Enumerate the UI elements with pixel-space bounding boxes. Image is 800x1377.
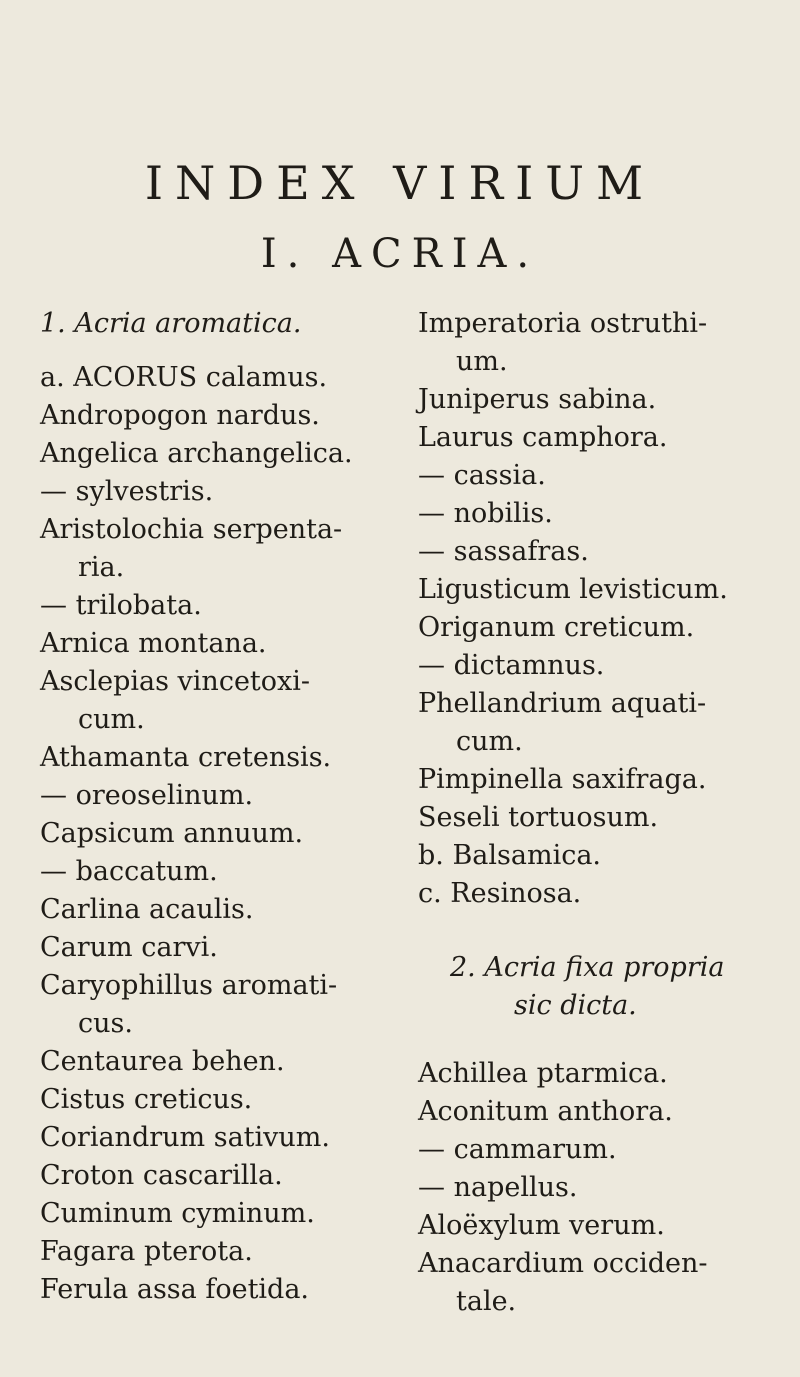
index-entry: cum. [78, 704, 145, 735]
index-entry: Seseli tortuosum. [418, 802, 659, 833]
subsection-heading-continued: sic dicta. [514, 990, 637, 1021]
index-entry: Cistus creticus. [40, 1084, 253, 1115]
index-entry: Anacardium occiden- [418, 1248, 708, 1279]
index-entry: Croton cascarilla. [40, 1160, 283, 1191]
index-entry: Carlina acaulis. [40, 894, 254, 925]
index-entry: — cassia. [418, 460, 546, 491]
index-entry: Angelica archangelica. [40, 438, 353, 469]
index-entry: — oreoselinum. [40, 780, 254, 811]
index-entry: Pimpinella saxifraga. [418, 764, 707, 795]
index-entry: Laurus camphora. [418, 422, 668, 453]
page-title: INDEX VIRIUM [144, 156, 656, 210]
right-entry-list-bottom [418, 1055, 798, 1321]
index-entry: Centaurea behen. [40, 1046, 285, 1077]
index-entry: ria. [78, 552, 125, 583]
index-entry: — baccatum. [40, 856, 218, 887]
section-title: I. ACRIA. [260, 231, 540, 277]
index-entry: Andropogon nardus. [40, 400, 320, 431]
index-entry: Juniperus sabina. [418, 384, 657, 415]
index-entry: — dictamnus. [418, 650, 605, 681]
index-entry: um. [456, 346, 508, 377]
index-entry: — sylvestris. [40, 476, 214, 507]
index-entry: tale. [456, 1286, 517, 1317]
index-entry: Ligusticum levisticum. [418, 574, 728, 605]
right-entry-list-top [418, 305, 798, 913]
left-column [40, 305, 420, 1309]
index-entry: Asclepias vincetoxi- [40, 666, 311, 697]
index-entry: Cuminum cyminum. [40, 1198, 315, 1229]
index-entry: Origanum creticum. [418, 612, 695, 643]
index-entry: Capsicum annuum. [40, 818, 304, 849]
index-entry: a. ACORUS calamus. [40, 362, 328, 393]
index-entry: Aconitum anthora. [418, 1096, 673, 1127]
index-entry: cus. [78, 1008, 133, 1039]
index-entry: b. Balsamica. [418, 840, 602, 871]
index-entry: — cammarum. [418, 1134, 617, 1165]
index-entry: Athamanta cretensis. [40, 742, 332, 773]
index-entry: Imperatoria ostruthi- [418, 308, 708, 339]
subsection-heading: 2. Acria fixa propria [450, 952, 725, 983]
index-entry: Caryophillus aromati- [40, 970, 338, 1001]
index-entry: — nobilis. [418, 498, 553, 529]
index-entry: — sassafras. [418, 536, 589, 567]
index-entry: Aristolochia serpenta- [40, 514, 343, 545]
index-entry: Phellandrium aquati- [418, 688, 707, 719]
right-column [418, 305, 798, 1321]
index-entry: Arnica montana. [40, 628, 267, 659]
index-entry: cum. [456, 726, 523, 757]
index-entry: Coriandrum sativum. [40, 1122, 330, 1153]
index-entry: c. Resinosa. [418, 878, 582, 909]
left-entry-list [40, 359, 420, 1309]
index-entry: — napellus. [418, 1172, 578, 1203]
index-entry: Aloëxylum verum. [418, 1210, 665, 1241]
index-entry: Fagara pterota. [40, 1236, 253, 1267]
index-entry: Ferula assa foetida. [40, 1274, 310, 1305]
index-entry: Achillea ptarmica. [418, 1058, 668, 1089]
section-heading: 1. Acria aromatica. [40, 308, 302, 339]
index-entry: Carum carvi. [40, 932, 218, 963]
index-entry: — trilobata. [40, 590, 202, 621]
